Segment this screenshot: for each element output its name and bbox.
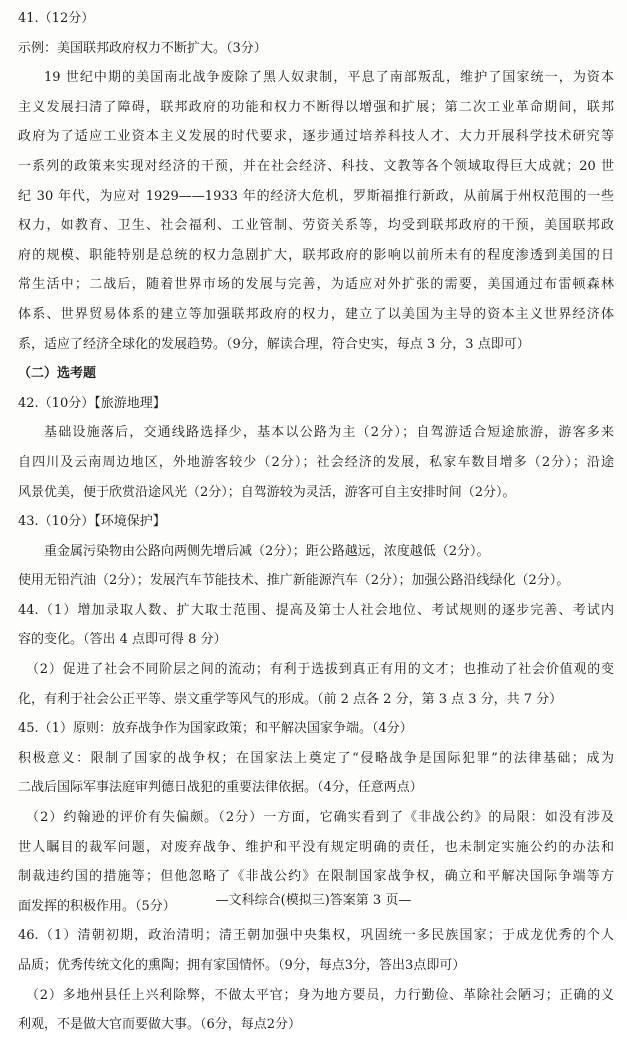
q44-part2-line: （2）促进了社会不同阶层之间的流动；有利于选拔到真正有用的文才；也推动了社会价值观的变	[26, 662, 614, 678]
q42-body-line: 风景优美，便于欣赏沿途风光（2分）；自驾游较为灵活，游客可自主安排时间（2分）。	[18, 484, 516, 500]
q41-example: 示例：美国联邦政府权力不断扩大。（3分）	[18, 40, 267, 56]
q44-part2-line: 化，有利于社会公正平等、崇文重学等风气的形成。（前 2 点各 2 分，第 3 点 3 分，共 7 分）	[18, 691, 563, 707]
q41-body-line: 政府为了适应工业资本主义发展的时代要求，逐步通过培养科技人才、大力开展科学技术研究等	[18, 129, 614, 145]
q45-part2-line: 制裁违约国的措施等；但他忽略了《非战公约》在限制国家战争权，确立和平解决国际争端等方	[18, 869, 614, 885]
q45-significance-line: 积极意义：限制了国家的战争权；在国家法上奠定了“侵略战争是国际犯罪”的法律基础；成为	[18, 750, 614, 766]
q45-part2-line: 世人瞩目的裁军问题，对废弃战争、维护和平没有规定明确的责任，也未制定实施公约的办法和	[18, 839, 614, 855]
q42-body-line: 自四川及云南周边地区，外地游客较少（2分）；社会经济的发展，私家车数目增多（2分）；沿途	[18, 454, 614, 470]
q46-part2-line: 利观，不是做大官而要做大事。（6分，每点2分）	[18, 1017, 302, 1033]
q44-part1-line: 容的变化。（答出 4 点即可得 8 分）	[18, 632, 227, 648]
q41-body-line: 常生活中；二战后，随着世界市场的发展与完善，为适应对外扩张的需要，美国通过布雷顿森林	[18, 277, 614, 293]
q45-part1-line: 45.（1）原则：放弃战争作为国家政策；和平解决国家争端。（4分）	[18, 721, 413, 737]
q42-heading: 42.（10分）【旅游地理】	[18, 395, 166, 411]
q45-significance-line: 二战后国际军事法庭审判德日战犯的重要法律依据。（4分，任意两点）	[18, 780, 423, 796]
q41-body-line: 权力，如教育、卫生、社会福利、工业管制、劳资关系等，均受到联邦政府的干预，美国联邦政	[18, 218, 614, 234]
q46-part1-line: 46.（1）清朝初期，政治清明；清王朝加强中央集权，巩固统一多民族国家；于成龙优秀的个人	[18, 928, 614, 944]
q45-part2-line: 面发挥的积极作用。（5分）	[18, 898, 176, 914]
q41-body-line: 府的规模、职能特别是总统的权力急剧扩大，联邦政府的影响以前所未有的程度渗透到美国的日	[18, 247, 614, 263]
q46-part1-line: 品质；优秀传统文化的熏陶；拥有家国情怀。（9分，每点3分，答出3点即可）	[18, 958, 466, 973]
q42-body-line: 基础设施落后，交通线路选择少，基本以公路为主（2分）；自驾游适合短途旅游，游客多来	[44, 425, 614, 441]
page-footer: —文科综合(模拟三)答案第 3 页—	[215, 893, 412, 908]
q41-body-line: 系，适应了经济全球化的发展趋势。（9分，解读合理，符合史实，每点 3 分，3 点即可）	[18, 336, 530, 352]
q41-body-line: 主义发展扫清了障碍，联邦政府的功能和权力不断得以增强和扩展；第二次工业革命期间，联邦	[18, 99, 614, 115]
q44-part1-line: 44.（1）增加录取人数、扩大取士范围、提高及第士人社会地位、考试规则的逐步完善、考试内	[18, 602, 614, 618]
q41-body-line: 纪 30 年代，为应对 1929——1933 年的经济大危机，罗斯福推行新政，从前属于州权范围的一些	[18, 188, 614, 204]
q41-body-line: 体系、世界贸易体系的建立等加强联邦政府的权力，建立了以美国为主导的资本主义世界经济体	[18, 306, 614, 322]
q41-heading: 41.（12分）	[18, 11, 95, 26]
section-heading-elective: （二）选考题	[18, 366, 97, 382]
q46-part2-line: （2）多地州县任上兴利除弊，不做太平官；身为地方要员，力行勤俭、革除社会陋习；正确的义	[26, 987, 614, 1003]
q43-body-line: 重金属污染物由公路向两侧先增后减（2分）；距公路越远，浓度越低（2分）。	[44, 543, 490, 559]
q41-body-line: 19 世纪中期的美国南北战争废除了黑人奴隶制，平息了南部叛乱，维护了国家统一，为资本	[44, 70, 614, 86]
q43-body-line: 使用无铅汽油（2分）；发展汽车节能技术、推广新能源汽车（2分）；加强公路沿线绿化（2分）。	[18, 573, 570, 589]
q43-heading: 43.（10分）【环境保护】	[18, 514, 166, 530]
answer-content	[18, 4, 614, 1040]
q45-part2-line: （2）约翰逊的评价有失偏颇。（2分）一方面，它确实看到了《非战公约》的局限：如没有涉及	[26, 810, 614, 826]
q41-body-line: 一系列的政策来实现对经济的干预，并在社会经济、科技、文教等各个领域取得巨大成就；20 世	[18, 158, 614, 174]
